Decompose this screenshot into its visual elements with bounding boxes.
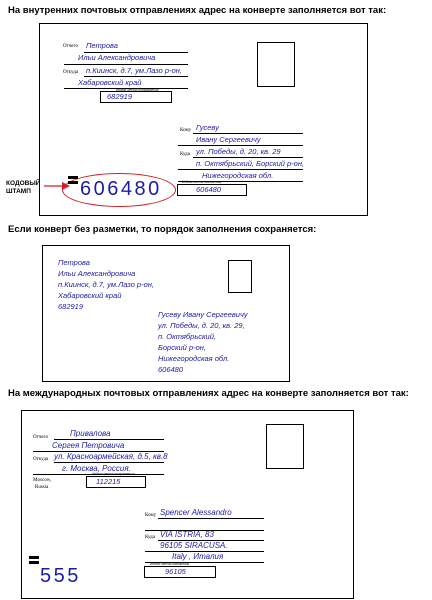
code-stamp-digits: 555 [40, 565, 81, 587]
recipient-index: 96105 [165, 567, 186, 576]
code-stamp-digits: 606480 [80, 178, 162, 200]
sender-line: 682919 [58, 302, 84, 311]
recipient-name: Гусеву [196, 123, 219, 132]
recipient-line: Гусеву Ивану Сергеевичу [158, 310, 248, 319]
sender-country-2: Russia [35, 485, 49, 490]
sender-address-2: г. Москва, Россия. [62, 464, 131, 473]
sender-country: Moscow, [33, 478, 52, 483]
sender-name-2: Ильи Александровича [78, 53, 156, 62]
stamp-box [228, 260, 252, 293]
sender-line: Ильи Александровича [58, 269, 136, 278]
index-caption-dest: Индекс места назначения [150, 562, 190, 566]
stamp-box [266, 424, 304, 469]
rule [54, 462, 164, 463]
index-caption: Индекс места отправления [92, 472, 135, 476]
recipient-line: Борский р-он, [158, 343, 206, 352]
sender-name: Привалова [70, 429, 111, 438]
index-caption: Индекс места отправления [116, 88, 159, 92]
label-from: Отчего [33, 435, 48, 440]
label-where-to: Куда [180, 152, 190, 157]
sender-index: 682919 [107, 92, 133, 101]
recipient-address-2: п. Октябрьский, Борский р-он, [196, 159, 305, 168]
sender-address-2: Хабаровский край [78, 78, 142, 87]
recipient-index: 606480 [196, 185, 222, 194]
rule [54, 439, 164, 440]
sender-name: Петрова [86, 41, 118, 50]
label-to: Кому [145, 513, 157, 518]
recipient-line: ул. Победы, д. 20, кв. 29, [158, 321, 245, 330]
label-to: Кому [180, 128, 192, 133]
heading-international: На международных почтовых отправлениях адрес на конверте заполняется вот так: [8, 388, 409, 399]
recipient-line: п. Октябрьский, [158, 332, 216, 341]
sender-address-1: п.Киинск, д.7, ум.Лазо р-он, [86, 66, 182, 75]
sender-address-1: ул. Красноармейская, д.5, кв.8 [54, 452, 168, 461]
sender-line: Хабаровский край [58, 291, 122, 300]
recipient-address-3: Нижегородская обл. [202, 171, 274, 180]
recipient-line: 606480 [158, 365, 184, 374]
sender-line: Петрова [58, 258, 90, 267]
sender-index: 112215 [96, 477, 121, 486]
recipient-name-2: Ивану Сергеевичу [196, 135, 261, 144]
heading-unmarked: Если конверт без разметки, то порядок заполнения сохраняется: [8, 224, 317, 235]
code-stamp-label-1: КОДОВЫЙ [6, 180, 41, 187]
rule [158, 518, 264, 519]
label-where-from: Откуда [63, 70, 79, 75]
sender-name-2: Сергея Петровича [52, 441, 125, 450]
recipient-address-1: ул. Победы, д. 20, кв. 29 [196, 147, 281, 156]
label-where-from: Откуда [33, 457, 49, 462]
recipient-line: Нижегородская обл. [158, 354, 230, 363]
label-where-to: Куда [145, 535, 155, 540]
recipient-address-2: 96105 SIRACUSA. [160, 541, 228, 550]
recipient-address-3: Italy , Италия [172, 552, 224, 561]
label-from: Отчего [63, 44, 78, 49]
recipient-address-1: VIA ISTRIA, 83 [160, 530, 214, 539]
recipient-name: Spencer Alessandro [160, 508, 232, 517]
sender-line: п.Киинск, д.7, ум.Лазо р-он, [58, 280, 154, 289]
heading-domestic: На внутренних почтовых отправлениях адрес на конверте заполняется вот так: [8, 5, 387, 16]
index-caption-dest: Индекс места назначения [182, 180, 222, 184]
code-stamp-label-2: ШТАМП [6, 188, 31, 195]
